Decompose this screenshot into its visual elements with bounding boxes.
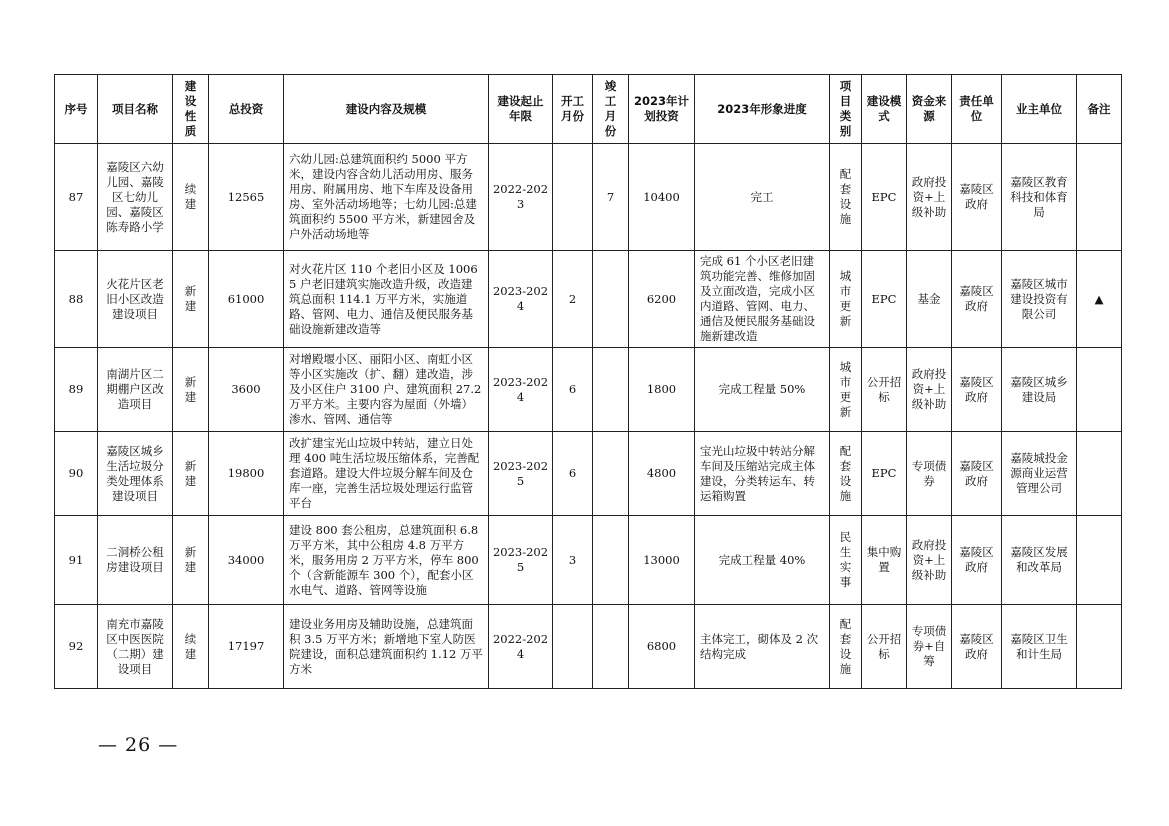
cell-fund: 专项债券 xyxy=(907,432,952,516)
cell-period: 2023-2025 xyxy=(489,432,553,516)
cell-mode: EPC xyxy=(862,144,907,251)
cell-resp: 嘉陵区政府 xyxy=(952,516,1002,605)
cell-name: 嘉陵区城乡生活垃圾分类处理体系建设项目 xyxy=(98,432,173,516)
cell-plan: 10400 xyxy=(629,144,695,251)
cell-progress: 宝光山垃圾中转站分解车间及压缩站完成主体建设，分类转运车、转运箱购置 xyxy=(695,432,830,516)
header-category-label: 项目类别 xyxy=(839,79,852,138)
cell-note xyxy=(1077,348,1122,432)
cell-nature xyxy=(173,605,209,689)
cell-mode: 公开招标 xyxy=(862,605,907,689)
table-row xyxy=(55,348,1122,432)
cell-fund: 政府投资+上级补助 xyxy=(907,516,952,605)
cell-nature xyxy=(173,348,209,432)
header-note: 备注 xyxy=(1077,75,1122,144)
header-nature-label: 建设性质 xyxy=(184,79,197,138)
cell-fund: 政府投资+上级补助 xyxy=(907,348,952,432)
cell-owner: 嘉陵区教育科技和体育局 xyxy=(1002,144,1077,251)
cell-period: 2022-2024 xyxy=(489,605,553,689)
header-resp: 责任单位 xyxy=(952,75,1002,144)
header-nature xyxy=(173,75,209,144)
cell-finish xyxy=(593,605,629,689)
cell-owner: 嘉陵区城市建设投资有限公司 xyxy=(1002,251,1077,348)
cell-total: 61000 xyxy=(209,251,284,348)
header-name: 项目名称 xyxy=(98,75,173,144)
cell-finish xyxy=(593,432,629,516)
cell-period: 2023-2024 xyxy=(489,251,553,348)
header-mode: 建设模式 xyxy=(862,75,907,144)
cell-mode: EPC xyxy=(862,251,907,348)
cell-finish xyxy=(593,516,629,605)
header-total: 总投资 xyxy=(209,75,284,144)
header-owner: 业主单位 xyxy=(1002,75,1077,144)
cell-mode: 公开招标 xyxy=(862,348,907,432)
cell-fund: 专项债券+自筹 xyxy=(907,605,952,689)
cell-nature-text: 新建 xyxy=(184,284,197,313)
cell-resp: 嘉陵区政府 xyxy=(952,432,1002,516)
cell-name: 南充市嘉陵区中医医院（二期）建设项目 xyxy=(98,605,173,689)
cell-start: 2 xyxy=(553,251,593,348)
cell-note xyxy=(1077,605,1122,689)
cell-start: 6 xyxy=(553,348,593,432)
cell-seq: 91 xyxy=(55,516,98,605)
cell-resp: 嘉陵区政府 xyxy=(952,144,1002,251)
cell-nature-text: 续建 xyxy=(184,182,197,211)
cell-name: 南湖片区二期棚户区改造项目 xyxy=(98,348,173,432)
project-table xyxy=(54,74,1122,689)
cell-seq: 92 xyxy=(55,605,98,689)
cell-period: 2023-2025 xyxy=(489,516,553,605)
cell-total: 19800 xyxy=(209,432,284,516)
header-start: 开工月份 xyxy=(553,75,593,144)
cell-progress: 完成工程量 50% xyxy=(695,348,830,432)
cell-content: 六幼儿园:总建筑面积约 5000 平方米，建设内容含幼儿活动用房、服务用房、附属用房、地下车库及设备用房、室外活动场地等；七幼儿园:总建筑面积约 5500 平方米，新建园舍及户外活动场地等 xyxy=(284,144,489,251)
cell-finish xyxy=(593,251,629,348)
cell-category xyxy=(830,516,862,605)
cell-fund: 基金 xyxy=(907,251,952,348)
cell-plan: 4800 xyxy=(629,432,695,516)
cell-note xyxy=(1077,144,1122,251)
cell-plan: 6800 xyxy=(629,605,695,689)
cell-fund: 政府投资+上级补助 xyxy=(907,144,952,251)
cell-seq: 88 xyxy=(55,251,98,348)
cell-owner: 嘉陵区发展和改革局 xyxy=(1002,516,1077,605)
table-row xyxy=(55,251,1122,348)
cell-total: 12565 xyxy=(209,144,284,251)
cell-progress: 完成 61 个小区老旧建筑功能完善、维修加固及立面改造，完成小区内道路、管网、电力、通信及便民服务基础设施新建改造 xyxy=(695,251,830,348)
cell-nature xyxy=(173,251,209,348)
cell-note: ▲ xyxy=(1077,251,1122,348)
cell-plan: 13000 xyxy=(629,516,695,605)
cell-nature-text: 续建 xyxy=(184,631,197,661)
cell-category-text: 配套设施 xyxy=(839,443,852,503)
cell-start: 6 xyxy=(553,432,593,516)
table-row xyxy=(55,605,1122,689)
cell-nature xyxy=(173,144,209,251)
cell-category-text: 城市更新 xyxy=(839,269,852,328)
header-finish xyxy=(593,75,629,144)
header-progress: 2023年形象进度 xyxy=(695,75,830,144)
header-fund: 资金来源 xyxy=(907,75,952,144)
cell-period: 2022-2023 xyxy=(489,144,553,251)
cell-total: 17197 xyxy=(209,605,284,689)
cell-content: 改扩建宝光山垃圾中转站，建立日处理 400 吨生活垃圾压缩体系，完善配套道路。建设大件垃圾分解车间及仓库一座，完善生活垃圾处理运行监管平台 xyxy=(284,432,489,516)
cell-content: 对增殿堰小区、丽阳小区、南虹小区等小区实施改（扩、翻）建改造，涉及小区住户 3100 户、建筑面积 27.2 万平方米。主要内容为屋面（外墙）渗水、管网、通信等 xyxy=(284,348,489,432)
cell-name: 火花片区老旧小区改造建设项目 xyxy=(98,251,173,348)
cell-category xyxy=(830,144,862,251)
cell-nature xyxy=(173,432,209,516)
cell-nature-text: 新建 xyxy=(184,458,197,488)
cell-mode: EPC xyxy=(862,432,907,516)
header-period: 建设起止年限 xyxy=(489,75,553,144)
cell-resp: 嘉陵区政府 xyxy=(952,605,1002,689)
cell-category xyxy=(830,348,862,432)
cell-category xyxy=(830,251,862,348)
header-plan: 2023年计划投资 xyxy=(629,75,695,144)
cell-total: 3600 xyxy=(209,348,284,432)
cell-resp: 嘉陵区政府 xyxy=(952,348,1002,432)
table-row xyxy=(55,432,1122,516)
cell-finish xyxy=(593,348,629,432)
header-seq: 序号 xyxy=(55,75,98,144)
cell-owner: 嘉陵区卫生和计生局 xyxy=(1002,605,1077,689)
table-row xyxy=(55,516,1122,605)
cell-owner: 嘉陵区城乡建设局 xyxy=(1002,348,1077,432)
cell-start xyxy=(553,605,593,689)
cell-content: 建设 800 套公租房，总建筑面积 6.8 万平方米，其中公租房 4.8 万平方米，服务用房 2 万平方米，停车 800 个（含新能源车 300 个），配套小区水电气、道路、管网等设施 xyxy=(284,516,489,605)
cell-category-text: 民生实事 xyxy=(839,530,852,589)
header-content: 建设内容及规模 xyxy=(284,75,489,144)
cell-category xyxy=(830,432,862,516)
cell-plan: 6200 xyxy=(629,251,695,348)
cell-progress: 完成工程量 40% xyxy=(695,516,830,605)
cell-note xyxy=(1077,432,1122,516)
cell-name: 嘉陵区六幼儿园、嘉陵区七幼儿园、嘉陵区陈寿路小学 xyxy=(98,144,173,251)
cell-nature xyxy=(173,516,209,605)
cell-seq: 90 xyxy=(55,432,98,516)
cell-progress: 完工 xyxy=(695,144,830,251)
cell-plan: 1800 xyxy=(629,348,695,432)
table-header xyxy=(55,75,1122,144)
cell-resp: 嘉陵区政府 xyxy=(952,251,1002,348)
cell-category-text: 配套设施 xyxy=(839,616,852,676)
cell-category xyxy=(830,605,862,689)
cell-nature-text: 新建 xyxy=(184,545,197,574)
cell-content: 对火花片区 110 个老旧小区及 10065 户老旧建筑实施改造升级，改造建筑总面积 114.1 万平方米，实施道路、管网、电力、通信及便民服务基础设施新建改造等 xyxy=(284,251,489,348)
cell-total: 34000 xyxy=(209,516,284,605)
cell-seq: 87 xyxy=(55,144,98,251)
cell-finish: 7 xyxy=(593,144,629,251)
cell-start: 3 xyxy=(553,516,593,605)
cell-owner: 嘉陵城投金源商业运营管理公司 xyxy=(1002,432,1077,516)
cell-name: 二洞桥公租房建设项目 xyxy=(98,516,173,605)
cell-start xyxy=(553,144,593,251)
page-number: — 26 — xyxy=(98,734,179,756)
cell-nature-text: 新建 xyxy=(184,374,197,404)
cell-category-text: 城市更新 xyxy=(839,359,852,419)
cell-content: 建设业务用房及辅助设施，总建筑面积 3.5 万平方米；新增地下室人防医院建设，面积总建筑面积约 1.12 万平方米 xyxy=(284,605,489,689)
cell-mode: 集中购置 xyxy=(862,516,907,605)
table-row xyxy=(55,144,1122,251)
cell-note xyxy=(1077,516,1122,605)
cell-seq: 89 xyxy=(55,348,98,432)
header-category xyxy=(830,75,862,144)
cell-period: 2023-2024 xyxy=(489,348,553,432)
cell-progress: 主体完工，砌体及 2 次结构完成 xyxy=(695,605,830,689)
cell-category-text: 配套设施 xyxy=(839,167,852,226)
header-finish-label: 竣工月份 xyxy=(604,79,617,138)
